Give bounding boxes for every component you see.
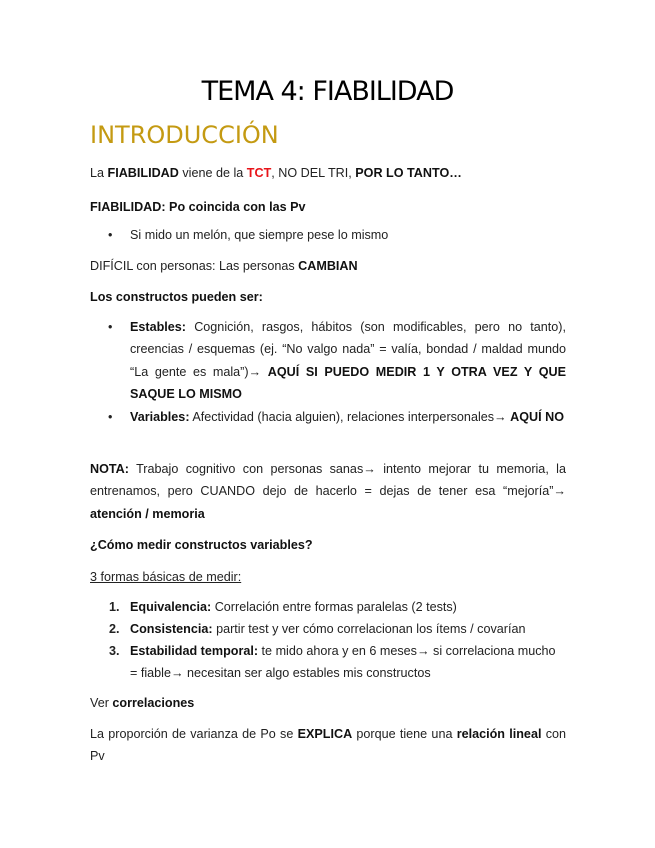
paragraph	[90, 162, 566, 184]
text: Trabajo cognitivo con personas sanas→ intento mejorar tu memoria, la entrenamos, pero CUANDO dejo de hacerlo = dejas de tener esa “mejoría”→	[90, 462, 566, 499]
bold-text: Variables:	[130, 410, 190, 424]
paragraph	[90, 458, 566, 525]
bold-text: atención / memoria	[90, 506, 205, 521]
bullet-icon: •	[108, 228, 113, 242]
text: Cognición, rasgos, hábitos (son modificables, pero no tanto), creencias / esquemas (ej. “No valgo nada” = valía, bondad / maldad mundo “La gente es mala”)→	[130, 320, 566, 379]
bold-text: AQUÍ SI PUEDO MEDIR 1 Y OTRA VEZ Y QUE SAQUE LO MISMO	[130, 364, 566, 401]
text: DIFÍCIL con personas: Las personas	[90, 259, 299, 273]
bold-text: correlaciones	[112, 696, 195, 710]
bold-text: AQUÍ NO	[510, 410, 565, 424]
paragraph	[90, 692, 566, 714]
paragraph	[90, 286, 566, 308]
paragraph	[90, 534, 566, 556]
text: La proporción de varianza de Po se	[90, 727, 298, 741]
text: Afectividad (hacia alguien), relaciones interpersonales→	[189, 410, 511, 424]
bold-text: Consistencia:	[130, 622, 213, 636]
section-heading: INTRODUCCIÓN	[90, 121, 279, 149]
document-title: TEMA 4: FIABILIDAD	[201, 76, 454, 107]
bold-text: CAMBIAN	[298, 259, 358, 273]
item-number: 1.	[109, 600, 120, 614]
bold-text: relación lineal	[456, 727, 542, 741]
text: porque tiene una	[352, 727, 457, 741]
bold-text: EXPLICA	[297, 727, 353, 741]
text: Ver	[90, 696, 113, 710]
numbered-item	[109, 618, 566, 640]
bold-text: NOTA:	[90, 462, 129, 476]
text: Correlación entre formas paralelas (2 tests)	[211, 600, 457, 614]
numbered-item	[109, 596, 566, 618]
item-number: 2.	[109, 622, 120, 636]
paragraph	[90, 196, 566, 218]
bold-text: Estables:	[130, 320, 186, 334]
bold-text: Los constructos pueden ser:	[90, 290, 263, 304]
text: Si mido un melón, que siempre pese lo mismo	[130, 228, 389, 242]
text: viene de la	[178, 166, 247, 180]
text: te mido ahora y en 6 meses→ si correlaciona mucho = fiable→ necesitan ser algo estables mis constructos	[130, 644, 556, 681]
bold-text: Estabilidad temporal:	[130, 644, 259, 658]
bold-text: Equivalencia:	[130, 600, 212, 614]
bold-text: POR LO TANTO…	[355, 166, 462, 180]
highlight-text: TCT	[246, 166, 272, 180]
paragraph	[90, 566, 566, 588]
text: La	[90, 166, 108, 180]
bullet-item	[108, 316, 566, 405]
bullet-icon: •	[108, 410, 113, 424]
paragraph	[90, 255, 566, 277]
paragraph	[90, 723, 566, 768]
bold-text: FIABILIDAD: Po coincida con las Pv	[90, 200, 306, 214]
text: , NO DEL TRI,	[271, 166, 356, 180]
text: partir test y ver cómo correlacionan los ítems / covarían	[212, 622, 526, 636]
text: con Pv	[90, 727, 567, 764]
bullet-item	[108, 406, 566, 428]
bold-text: FIABILIDAD	[107, 166, 179, 180]
text: 3 formas básicas de medir:	[90, 570, 242, 584]
bullet-item	[108, 224, 566, 246]
bold-text: ¿Cómo medir constructos variables?	[90, 538, 313, 552]
numbered-item	[109, 640, 566, 685]
item-number: 3.	[109, 644, 120, 658]
bullet-icon: •	[108, 320, 113, 334]
